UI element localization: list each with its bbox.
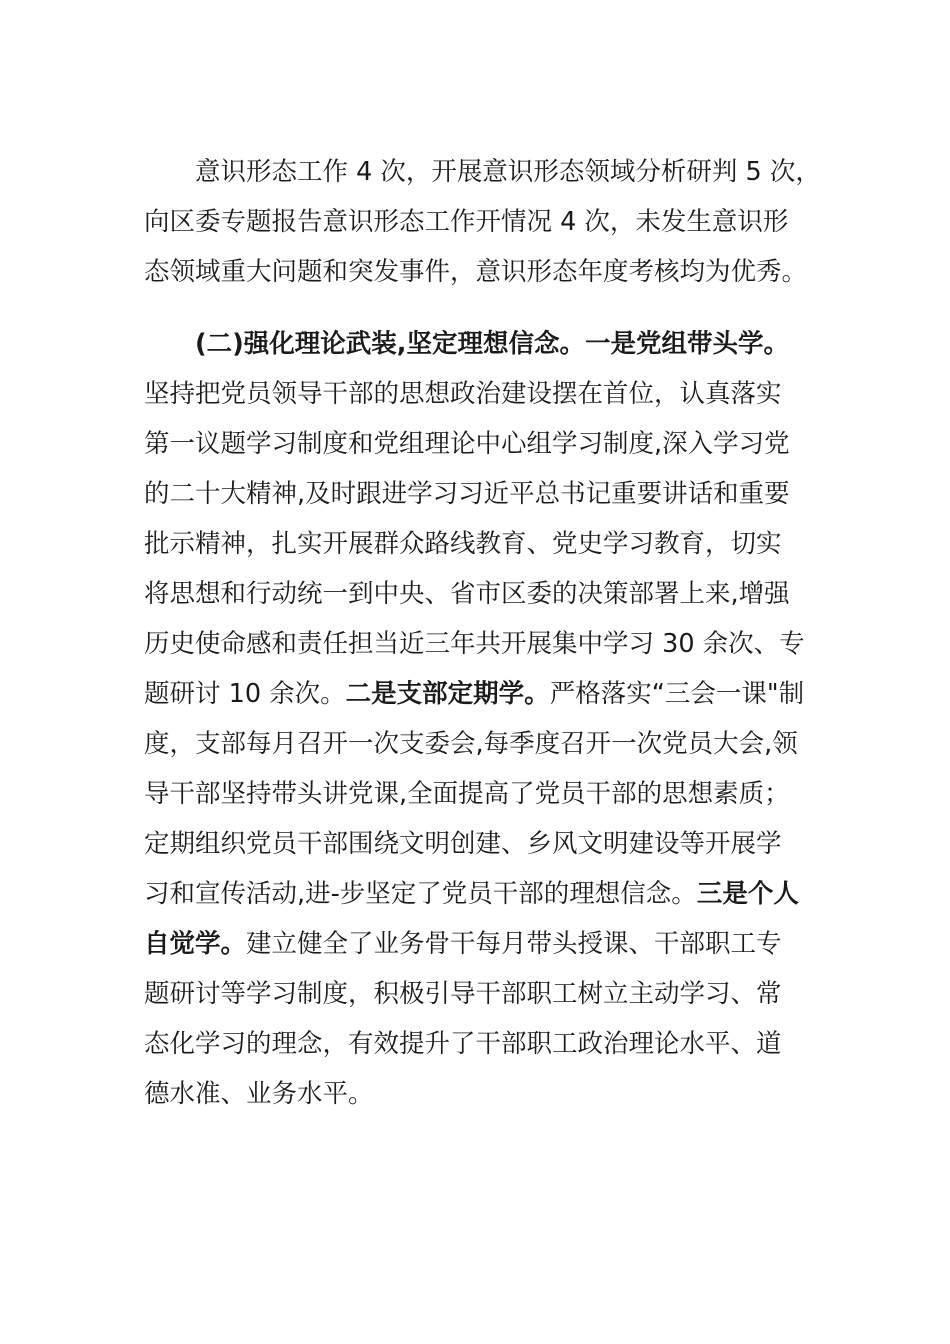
point-3-title-a: 三是个人 [696,879,799,909]
p2-line-7: 历史使命感和责任担当近三年共开展集中学习 30 余次、专 [144,629,805,659]
point-2-title: 二是支部定期学。 [345,679,550,709]
p2-line-12 [144,877,844,911]
point-1-title: 一是党组带头学。 [585,329,790,359]
p2-line-6: 将思想和行动统一到中央、省市区委的决策部署上来,增强 [144,579,790,609]
point-3-title-b: 自觉学。 [144,929,247,959]
p2-line-15: 态化学习的理念，有效提升了干部职工政治理论水平、道 [144,1029,782,1059]
p2-line-4: 的二十大精神,及时跟进学习习近平总书记重要讲话和重要 [144,479,790,509]
p2-line-5: 批示精神，扎实开展群众路线教育、党史学习教育，切实 [144,529,782,559]
p2-line-10: 导干部坚持带头讲党课,全面提高了党员干部的思想素质； [144,779,790,809]
p2-line-9: 度，支部每月召开一次支委会,每季度召开一次党员大会,领 [144,729,798,759]
p2-line-13 [144,927,844,961]
p2-line-13-rest: 建立健全了业务骨干每月带头授课、干部职工专 [246,929,782,959]
p2-line-8 [144,677,844,711]
p2-line-8-rest: 严格落实“三会一课"制 [549,679,805,709]
section-heading: (二)强化理论武装,坚定理想信念。 [195,329,585,359]
p2-line-2: 坚持把党员领导干部的思想政治建设摆在首位，认真落实 [144,379,782,409]
p1-line-2: 向区委专题报告意识形态工作开情况 4 次，未发生意识形 [144,207,789,237]
p1-line-3: 态领域重大问题和突发事件，意识形态年度考核均为优秀。 [144,257,808,287]
p2-line-16: 德水准、业务水平。 [144,1079,374,1109]
p2-line-1 [195,327,895,361]
p2-line-8-text: 题研讨 10 余次。 [144,679,346,709]
p1-line-1: 意识形态工作 4 次，开展意识形态领域分析研判 5 次， [195,157,821,187]
p2-line-14: 题研讨等学习制度，积极引导干部职工树立主动学习、常 [144,979,782,1009]
p2-line-11: 定期组织党员干部围绕文明创建、乡风文明建设等开展学 [144,829,782,859]
p2-line-3: 第一议题学习制度和党组理论中心组学习制度,深入学习党 [144,429,790,459]
p2-line-12-text: 习和宣传活动,进-步坚定了党员干部的理想信念。 [144,879,697,909]
